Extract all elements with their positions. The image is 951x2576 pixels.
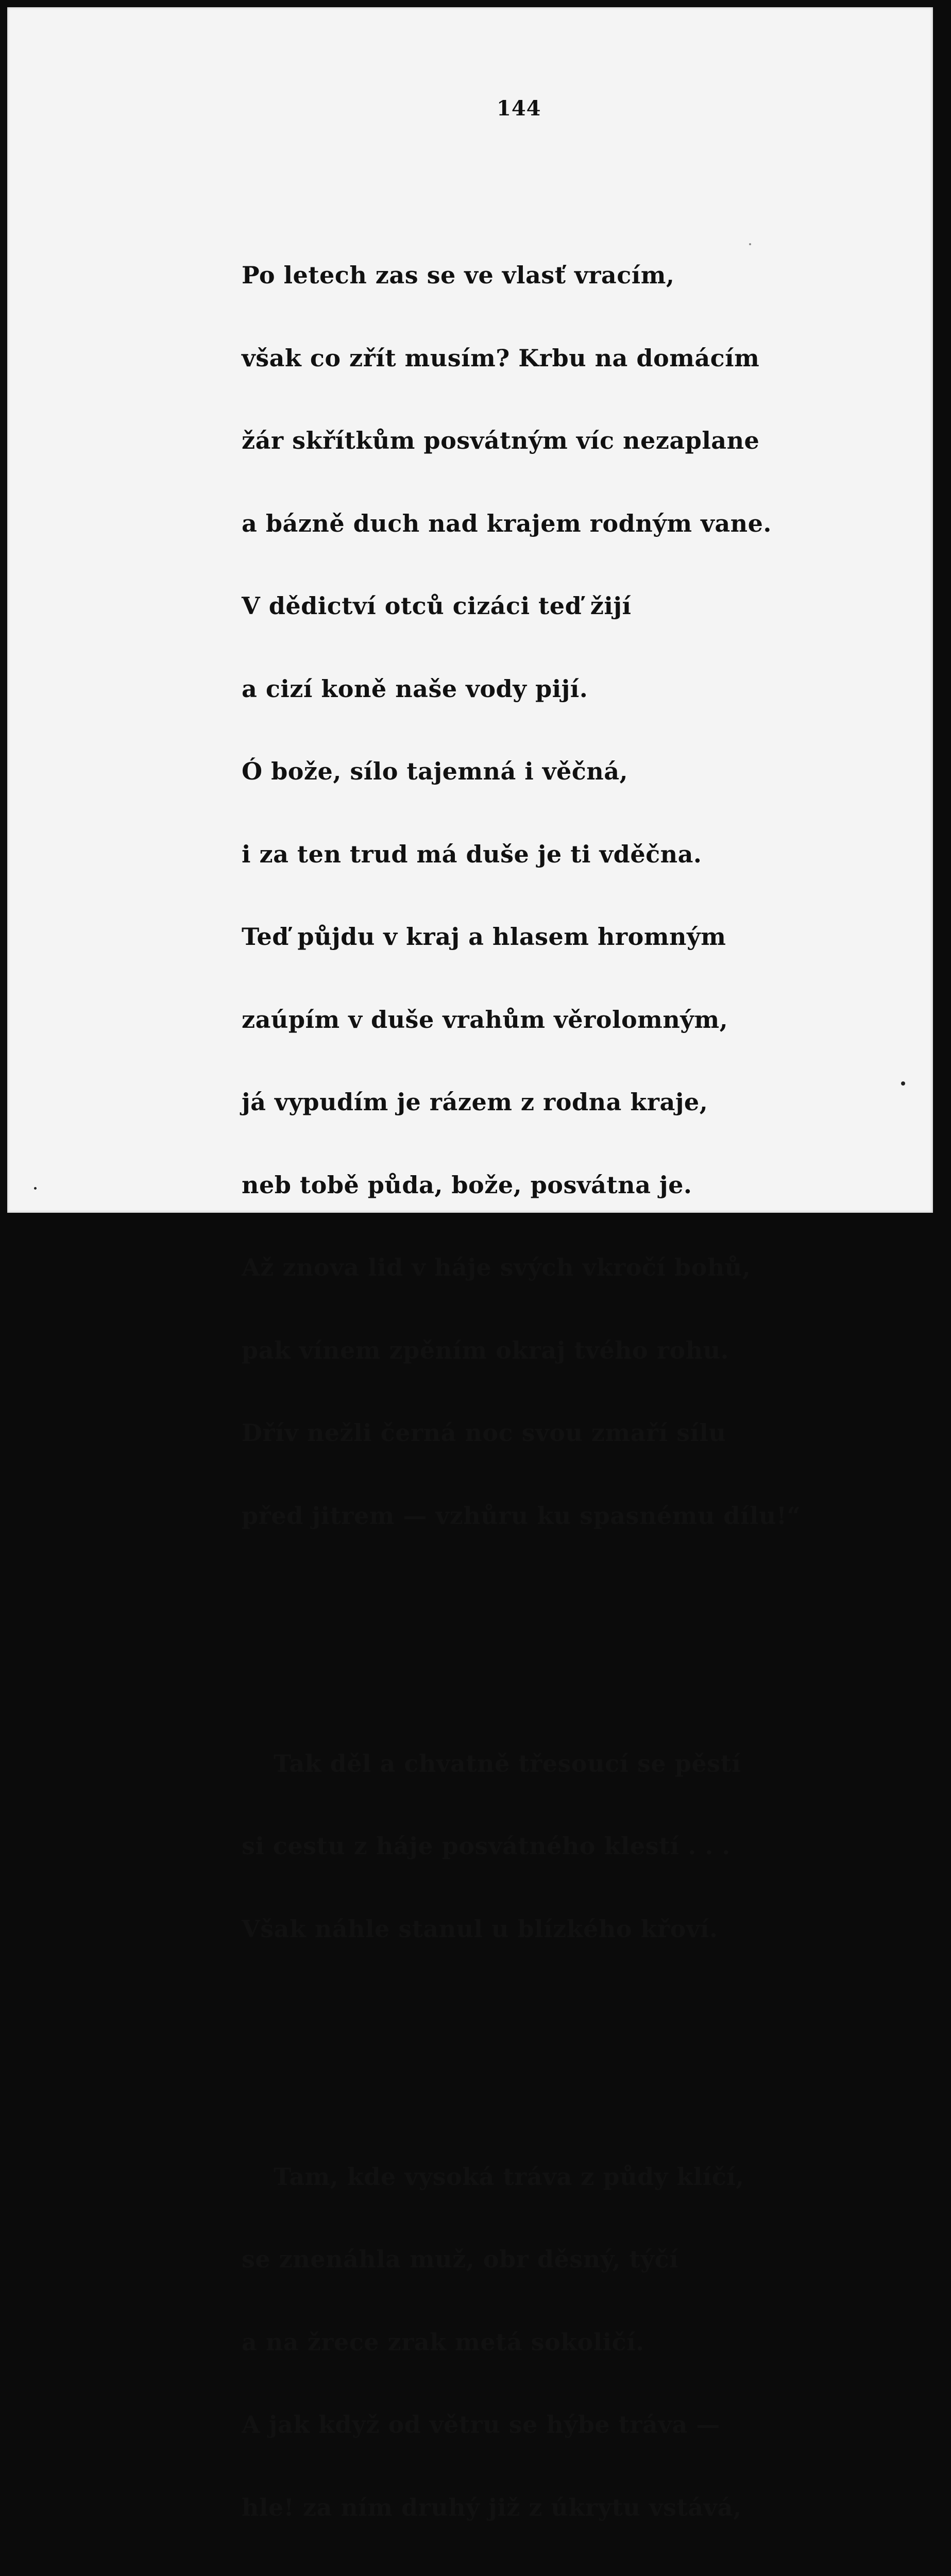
- scan-speck: [34, 1187, 37, 1190]
- poem-line: Teď půjdu v kraj a hlasem hromným: [242, 923, 783, 951]
- poem-line: Však náhle stanul u blízkého křoví.: [242, 1916, 783, 1943]
- poem-line: Tam, kde vysoká tráva z půdy klíčí,: [242, 2163, 783, 2191]
- poem-line: neb tobě půda, bože, posvátna je.: [242, 1172, 783, 1199]
- book-page: [7, 7, 933, 1213]
- poem-line: před jitrem — vzhůru ku spasnému dílu!“: [242, 1502, 783, 1530]
- stanza-1: [242, 207, 783, 1585]
- scan-speck: [749, 243, 751, 245]
- poem-line: se znenáhla muž, obr děsný, týčí: [242, 2246, 783, 2274]
- poem-text: [242, 151, 783, 2576]
- poem-line: i za ten trud má duše je ti vděčna.: [242, 841, 783, 869]
- poem-line: a na žrece zrak metá sokoličí.: [242, 2329, 783, 2357]
- poem-line: Dřív nežli černá noc svou zmaří sílu: [242, 1419, 783, 1447]
- stanza-2: [242, 1695, 783, 1998]
- poem-line: Tak děl a chvatně třesoucí se pěstí: [242, 1750, 783, 1778]
- poem-line: já vypudím je rázem z rodna kraje,: [242, 1089, 783, 1116]
- poem-line: Ó bože, sílo tajemná i věčná,: [242, 758, 783, 786]
- poem-line: a cizí koně naše vody pijí.: [242, 675, 783, 703]
- poem-line: zaúpím v duše vrahům věrolomným,: [242, 1006, 783, 1034]
- poem-line: však co zřít musím? Krbu na domácím: [242, 345, 783, 372]
- poem-line: A jak když od větru se hýbe tráva —: [242, 2411, 783, 2439]
- poem-line: žár skřítkům posvátným víc nezaplane: [242, 427, 783, 455]
- poem-line: hle! za ním druhý již z úkrytu vstává,: [242, 2494, 783, 2522]
- poem-line: Po letech zas se ve vlasť vracím,: [242, 262, 783, 290]
- scan-speck: [901, 1081, 905, 1086]
- poem-line: a bázně duch nad krajem rodným vane.: [242, 510, 783, 538]
- poem-line: V dědictví otců cizáci teď žijí: [242, 592, 783, 620]
- poem-line: pak vínem zpěním okraj tvého rohu.: [242, 1337, 783, 1365]
- poem-line: si cestu z háje posvátného klestí . . .: [242, 1833, 783, 1860]
- poem-line: Až znova lid v háje svých vkročí bohů,: [242, 1254, 783, 1282]
- page-number: 144: [497, 96, 541, 121]
- stanza-3: [242, 2108, 783, 2576]
